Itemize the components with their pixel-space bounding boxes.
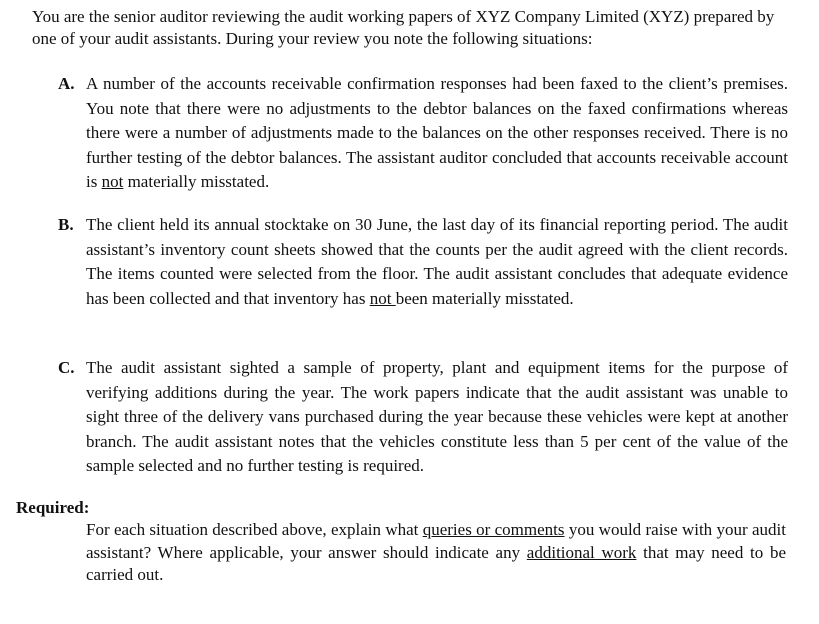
situation-text-part: materially misstated. [123,172,270,191]
situation-text [86,72,788,195]
situation-text-part: The client held its annual stocktake on 30 June, the last day of its financial reporting period. The audit assistant’s inventory count sheets showed that the counts per the audit agreed with the client records. The items counted were selected from the floor. The audit assistant concludes that adequate evidence has been collected and that inventory has [86,215,788,308]
situation-a [58,72,788,195]
required-text-part: For each situation described above, explain what [86,520,423,539]
underlined-word: not [101,172,124,191]
situation-text-part: been materially misstated. [395,288,574,308]
required-text-part: you would raise with your audit assistant? Where applicable, your answer should indicate any [86,520,786,562]
required-text [86,519,786,587]
situation-letter: B. [58,215,74,234]
situation-b [58,213,788,311]
situation-letter: C. [58,358,75,377]
situation-text-part: A number of the accounts receivable confirmation responses had been faxed to the client’s premises. You note that there were no adjustments to the debtor balances on the faxed confirmations whereas there were a number of adjustments made to the balances on the other responses received. There is no further testing of the debtor balances. The assistant auditor concluded that accounts receivable account is [86,74,788,191]
situation-text [86,356,788,479]
situation-c [58,356,788,479]
required-text-part: that may need to be carried out. [86,542,787,584]
underlined-phrase: queries or comments [422,520,565,539]
situation-text-part: The audit assistant sighted a sample of property, plant and equipment items for the purpose of verifying additions during the year. The work papers indicate that the audit assistant was unable to sight three of the delivery vans purchased during the year because these vehicles were kept at another branch. The audit assistant notes that the vehicles constitute less than 5 per cent of the value of the sample selected and no further testing is required. [86,358,788,475]
situation-text [86,213,788,311]
situation-letter: A. [58,74,75,93]
underlined-phrase: additional work [526,542,637,562]
underlined-word: not [369,288,396,308]
required-heading: Required: [16,498,90,517]
intro-paragraph: You are the senior auditor reviewing the audit working papers of XYZ Company Limited (XYZ) prepared by one of your audit assistants. During your review you note the following situations: [32,7,775,48]
